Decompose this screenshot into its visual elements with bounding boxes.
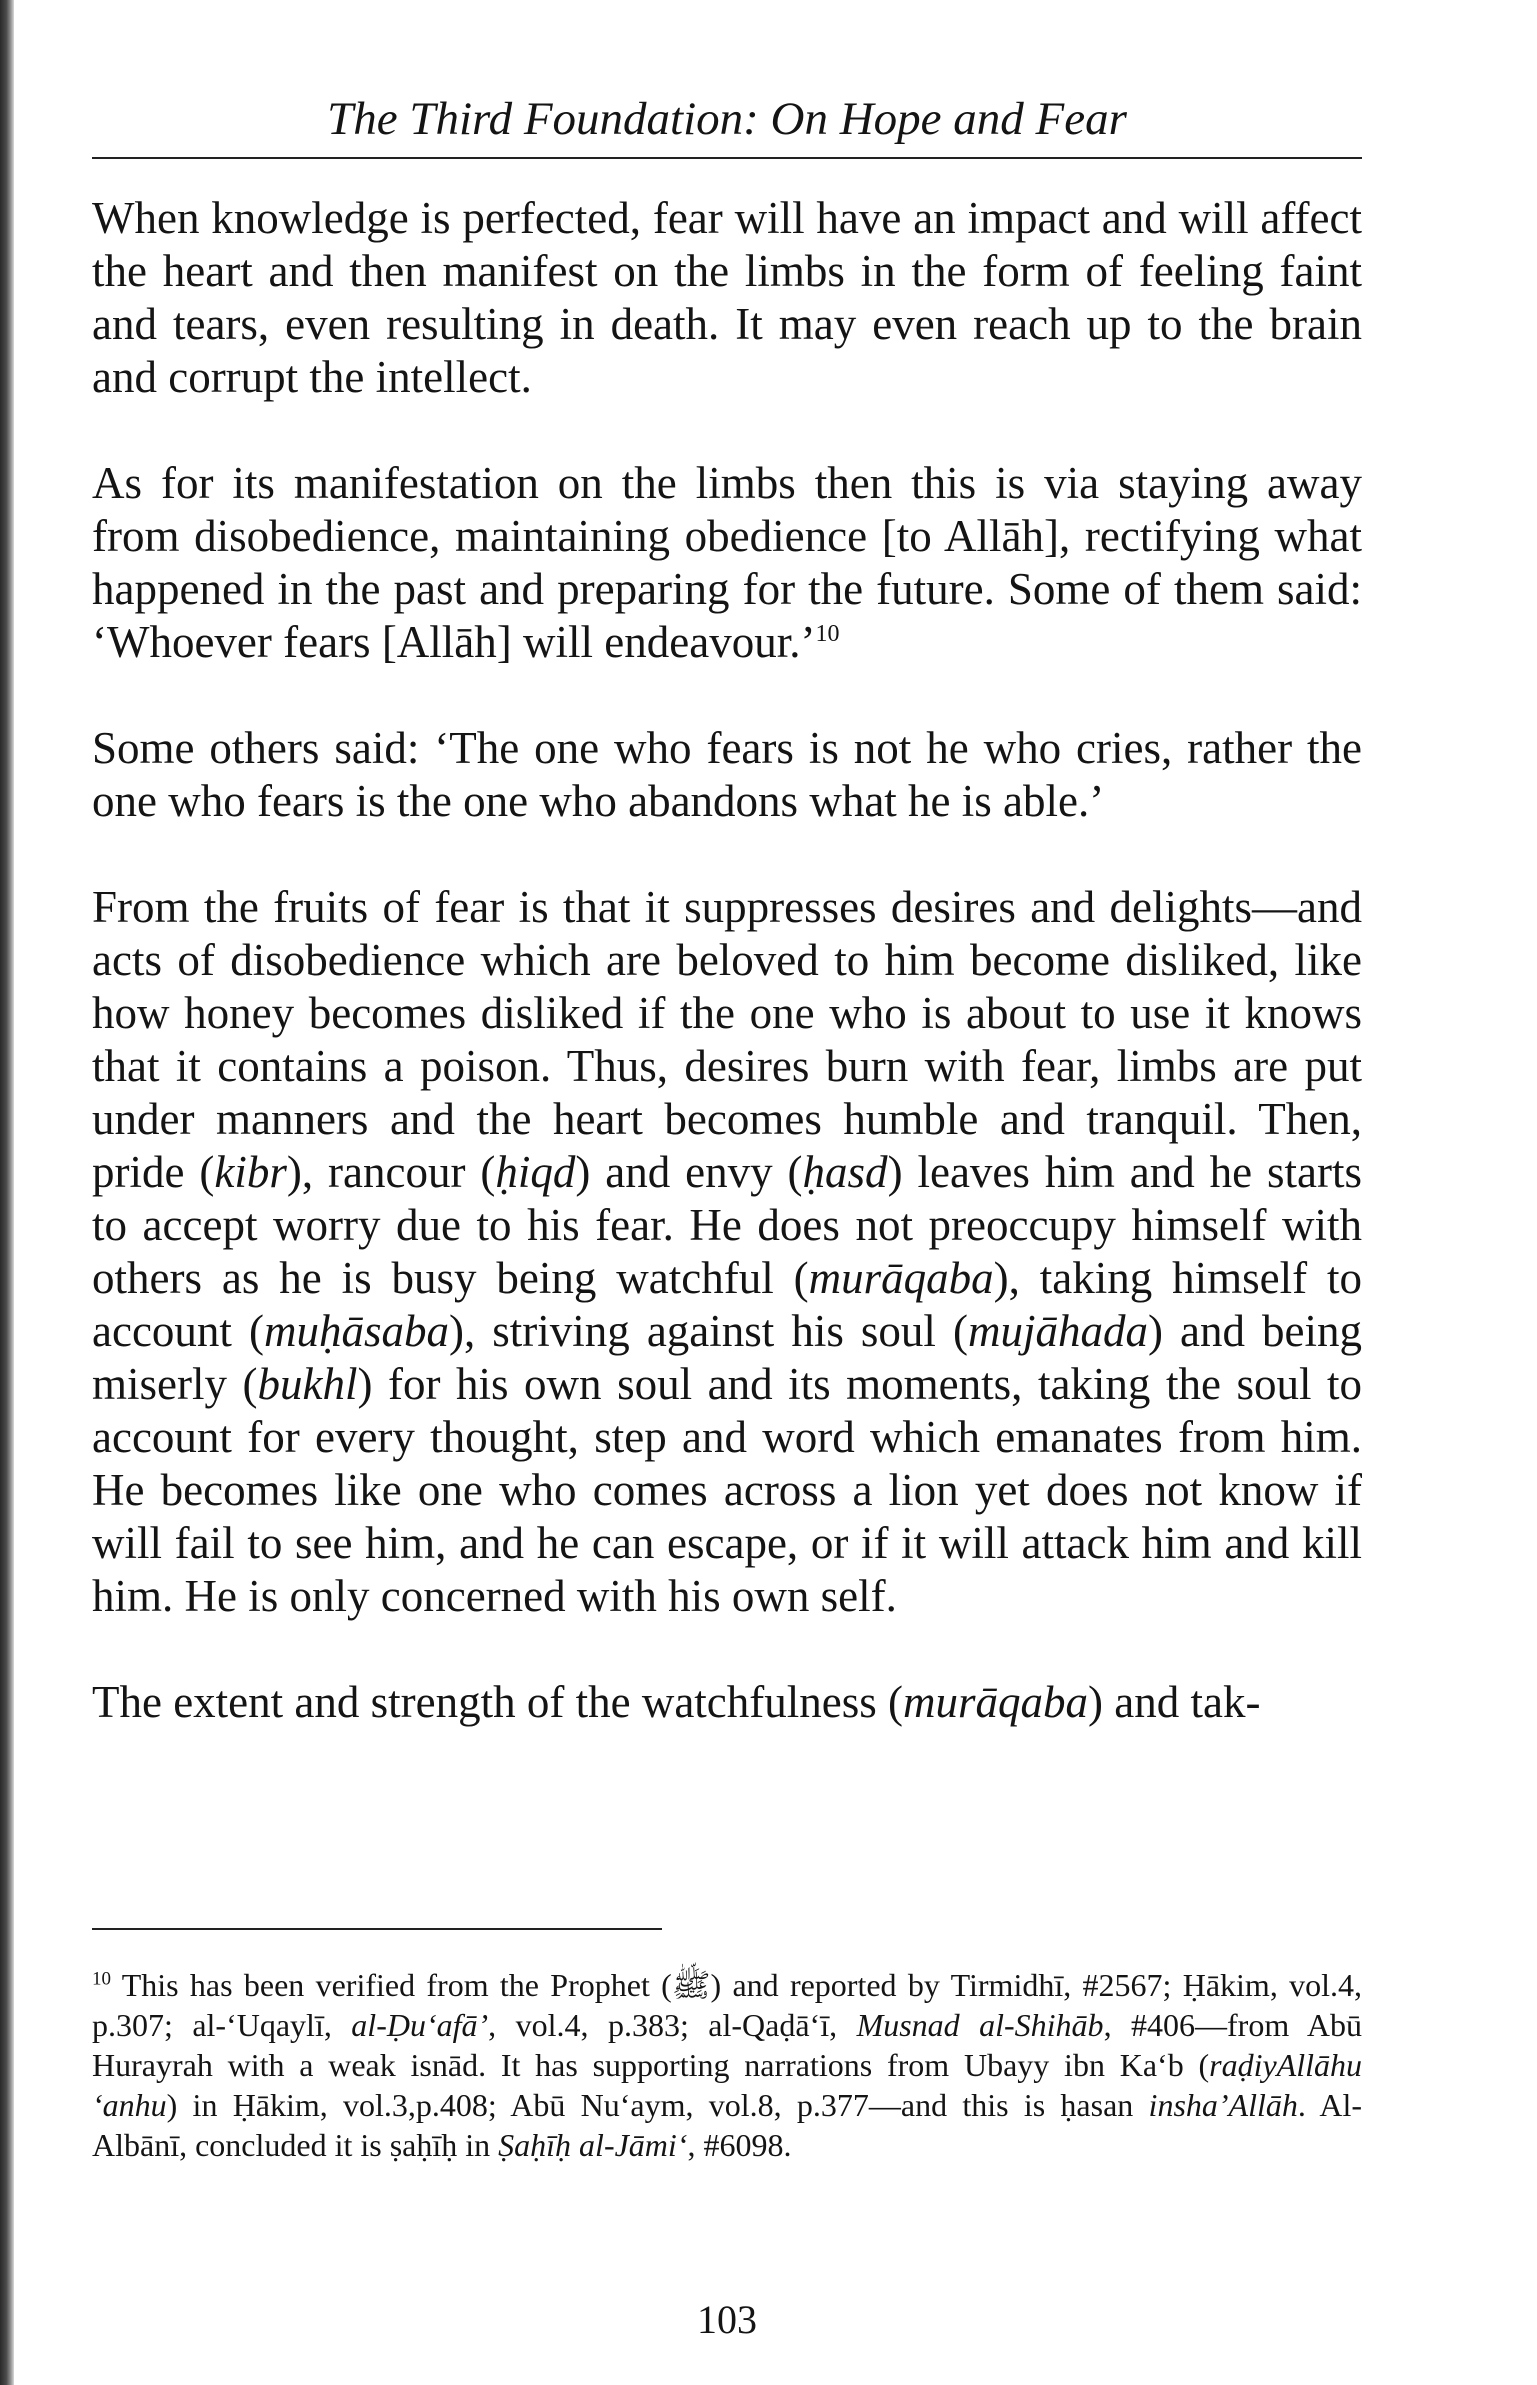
term-hiqd: ḥiqd — [495, 1147, 576, 1197]
paragraph-4-text: ), rancour ( — [286, 1147, 496, 1197]
term-kibr: kibr — [214, 1147, 287, 1197]
term-hasd: ḥasd — [802, 1147, 888, 1197]
footnote-text: , #406—from Abū Hurayrah with a weak isnād. It has supporting narrations from Ubayy ibn Ka‘b ( — [92, 2007, 1363, 2083]
paragraph-4-text: ) and being miserly ( — [92, 1306, 1363, 1409]
footnote-title: insha’Allāh — [1148, 2087, 1298, 2123]
paragraph-4 — [92, 881, 1362, 1623]
term-bukhl: bukhl — [257, 1359, 358, 1409]
footnote-title: Musnad al-Shihāb — [856, 2007, 1104, 2043]
page-number: 103 — [697, 2297, 757, 2342]
paragraph-4-text: ), striving against his soul ( — [448, 1306, 968, 1356]
paragraph-1-text: When knowledge is perfected, fear will have an impact and will affect the heart and then manifest on the limbs in the form of feeling faint and tears, even resulting in death. It may even reach up to the brain and corrupt the intellect. — [92, 193, 1362, 402]
paragraph-4-text: From the fruits of fear is that it suppresses desires and delights—and acts of disobedience which are beloved to him become disliked, like how honey becomes disliked if the one who is about to use it knows that it contains a poison. Thus, desires burn with fear, limbs are put under manners and the heart becomes humble and tranquil. Then, pride ( — [92, 882, 1362, 1197]
running-header: The Third Foundation: On Hope and Fear — [327, 93, 1127, 145]
paragraph-5-text: ) and tak- — [1088, 1677, 1261, 1727]
footnote-title: raḍiyAllāhu ‘anhu — [92, 2047, 1362, 2123]
footnote-rule — [92, 1928, 662, 1930]
footnote-text: This has been verified from the Prophet (ﷺ) and reported by Tirmidhī, #2567; Ḥākim, vol.4, p.307; al-‘Uqaylī, — [92, 1967, 1363, 2043]
paragraph-3 — [92, 722, 1362, 828]
footnote-text: . Al-Albānī, concluded it is ṣaḥīḥ in — [92, 2087, 1363, 2163]
footnote-title: Ṣaḥīḥ al-Jāmi‘ — [498, 2127, 688, 2163]
paragraph-3-text: Some others said: ‘The one who fears is not he who cries, rather the one who fears is the one who abandons what he is able.’ — [92, 723, 1362, 826]
paragraph-4-text: ) for his own soul and its moments, taking the soul to account for every thought, step and word which emanates from him. He becomes like one who comes across a lion yet does not know if will fail to see him, and he can escape, or if it will attack him and kill him. He is only concerned with his own self. — [92, 1359, 1363, 1621]
footnote-text: , vol.4, p.383; al-Qaḍā‘ī, — [488, 2007, 857, 2043]
term-muraqaba: murāqaba — [808, 1253, 994, 1303]
paragraph-5 — [92, 1676, 1362, 1729]
paragraph-5-text: The extent and strength of the watchfulness ( — [92, 1677, 903, 1727]
header-rule — [92, 157, 1362, 159]
paragraph-2 — [92, 457, 1362, 669]
paragraph-4-text: ), taking himself to account ( — [92, 1253, 1362, 1356]
footnote-number: 10 — [92, 1968, 111, 1990]
paragraph-4-text: ) leaves him and he starts to accept worry due to his fear. He does not preoccupy himself with others as he is busy being watchful ( — [92, 1147, 1363, 1303]
term-mujahada: mujāhada — [967, 1306, 1148, 1356]
footnote-10 — [92, 1965, 1362, 2165]
term-muhasaba: muḥāsaba — [263, 1306, 449, 1356]
book-spine-shadow — [0, 0, 14, 2385]
footnote-text: ) in Ḥākim, vol.3,p.408; Abū Nu‘aym, vol.8, p.377—and this is ḥasan — [166, 2087, 1149, 2123]
paragraph-1 — [92, 192, 1362, 404]
footnote-text: , #6098. — [687, 2127, 792, 2163]
main-text — [92, 192, 1362, 1729]
paragraph-4-text: ) and envy ( — [575, 1147, 803, 1197]
footnote-title: al-Ḍu‘afā’ — [351, 2007, 489, 2043]
term-muraqaba: murāqaba — [903, 1677, 1089, 1727]
footnote-ref[interactable]: 10 — [815, 621, 840, 647]
paragraph-2-text: As for its manifestation on the limbs then this is via staying away from disobedience, maintaining obedience [to Allāh], rectifying what happened in the past and preparing for the future. Some of them said: ‘Whoever fears [Allāh] will endeavour.’ — [92, 458, 1362, 667]
